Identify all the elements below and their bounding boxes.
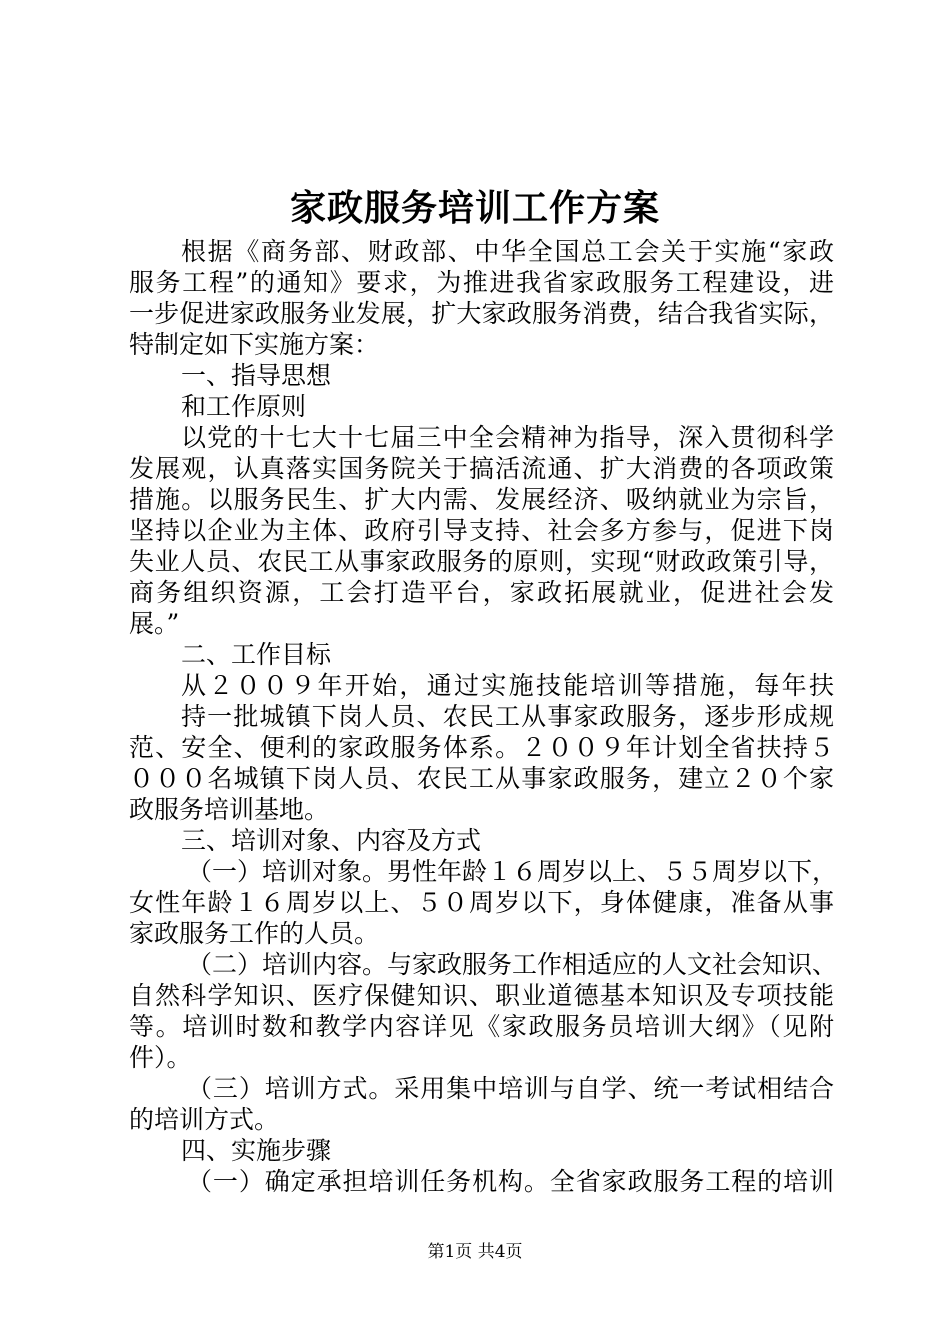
section-heading: 和工作原则 [181,392,307,421]
paragraph-line: 展。” [129,609,180,638]
document-body [129,236,838,1197]
paragraph-line: 一步促进家政服务业发展，扩大家政服务消费，结合我省实际， [129,299,834,328]
paragraph-line: 坚持以企业为主体、政府引导支持、社会多方参与，促进下岗 [129,516,834,545]
paragraph-line: （二）培训内容。与家政服务工作相适应的人文社会知识、 [187,950,838,979]
paragraph-line: 家政服务工作的人员。 [129,919,380,948]
paragraph-line: 失业人员、农民工从事家政服务的原则，实现“财政政策引导， [129,547,834,576]
paragraph-line: 女性年龄１６周岁以上、５０周岁以下，身体健康，准备从事 [129,888,834,917]
section-heading: 二、工作目标 [181,640,332,669]
paragraph-line: 以党的十七大十七届三中全会精神为指导，深入贯彻科学 [181,423,834,452]
paragraph-line: 从２００９年开始，通过实施技能培训等措施，每年扶 [181,671,834,700]
paragraph-line: 根据《商务部、财政部、中华全国总工会关于实施“家政 [181,237,834,266]
paragraph-line: ０００名城镇下岗人员、农民工从事家政服务，建立２０个家 [129,764,834,793]
paragraph-line: 的培训方式。 [129,1105,280,1134]
paragraph-line: （一）确定承担培训任务机构。全省家政服务工程的培训 [187,1167,834,1196]
page-number-footer: 第1页 共4页 [427,1242,523,1262]
paragraph-line: 范、安全、便利的家政服务体系。２００９年计划全省扶持５ [129,733,834,762]
section-heading: 三、培训对象、内容及方式 [181,826,482,855]
paragraph-line: 自然科学知识、医疗保健知识、职业道德基本知识及专项技能 [129,981,834,1010]
section-heading: 一、指导思想 [181,361,332,390]
section-heading: 四、实施步骤 [181,1136,332,1165]
paragraph-line: 特制定如下实施方案： [129,330,380,359]
paragraph-line: 件）。 [129,1043,192,1072]
paragraph-line: 商务组织资源，工会打造平台，家政拓展就业，促进社会发 [129,578,834,607]
paragraph-line: 发展观，认真落实国务院关于搞活流通、扩大消费的各项政策 [129,454,834,483]
paragraph-line: 政服务培训基地。 [129,795,330,824]
paragraph-line: 等。培训时数和教学内容详见《家政服务员培训大纲》（见附 [129,1012,834,1041]
paragraph-line: 持一批城镇下岗人员、农民工从事家政服务，逐步形成规 [181,702,834,731]
paragraph-line: 措施。以服务民生、扩大内需、发展经济、吸纳就业为宗旨， [129,485,834,514]
paragraph-line: （三）培训方式。采用集中培训与自学、统一考试相结合 [187,1074,834,1103]
paragraph-line: （一）培训对象。男性年龄１６周岁以上、５５周岁以下， [187,857,838,886]
paragraph-line: 服务工程”的通知》要求，为推进我省家政服务工程建设，进 [129,268,834,297]
document-title: 家政服务培训工作方案 [289,187,660,229]
